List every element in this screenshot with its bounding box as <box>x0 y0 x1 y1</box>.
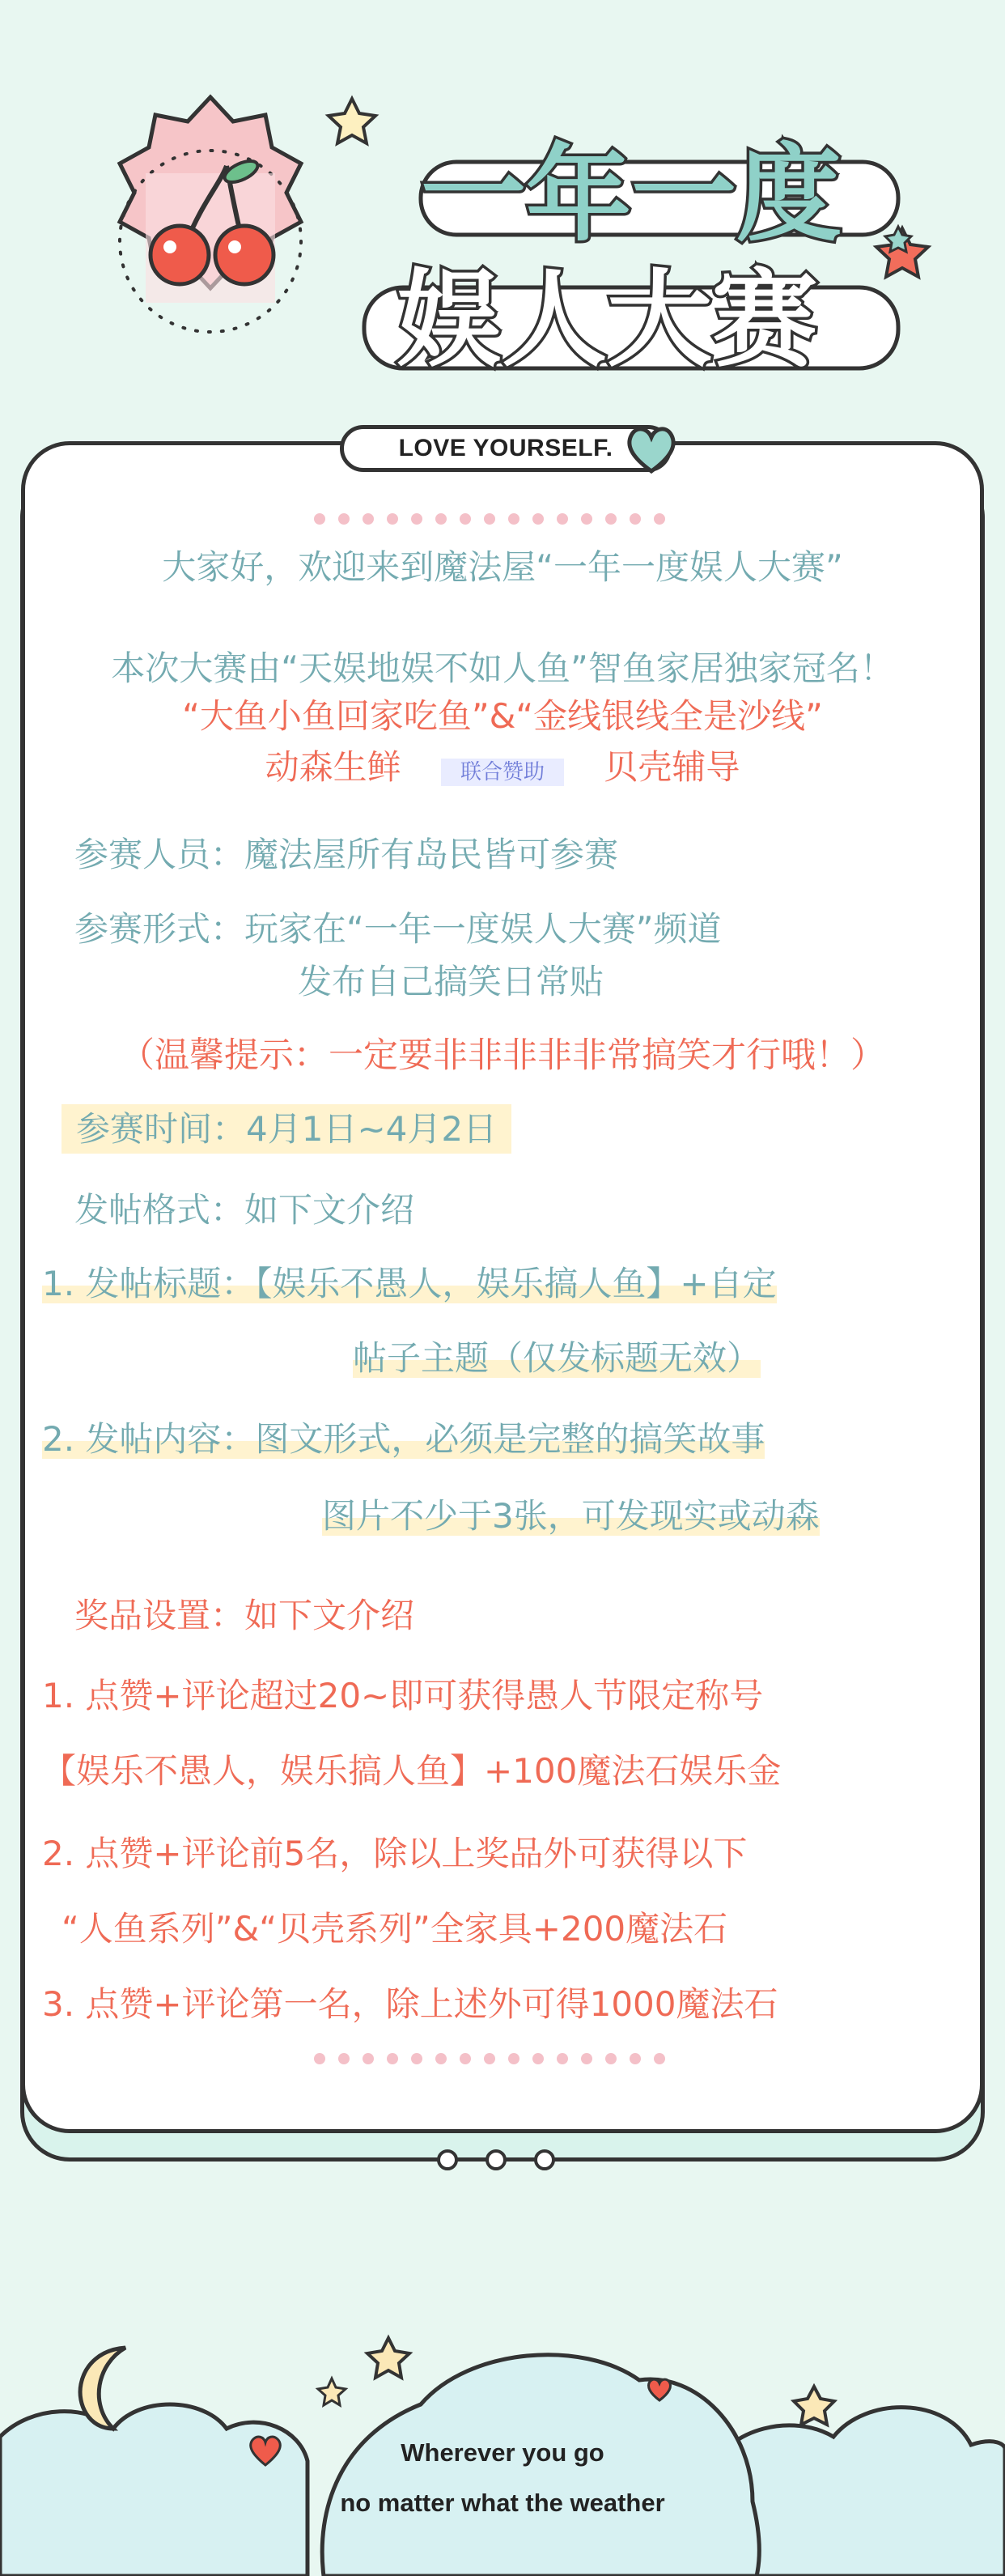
prize-3: 3. 点赞+评论第一名，除上述外可得1000魔法石 <box>42 1984 778 2024</box>
tip-text: （温馨提示：一定要非非非非非常搞笑才行哦！） <box>120 1035 885 1076</box>
page-dot <box>486 2149 507 2170</box>
star-icon <box>318 2378 346 2405</box>
dot-divider-top <box>314 513 665 525</box>
sponsor-line-1: 本次大赛由“天娱地娱不如人鱼”智鱼家居独家冠名！ <box>111 648 894 688</box>
prize-1-line-2: 【娱乐不愚人，娱乐搞人鱼】+100魔法石娱乐金 <box>42 1751 782 1791</box>
footer-line-2: no matter what the weather <box>340 2489 665 2517</box>
sponsor-left: 动森生鲜 <box>265 747 401 787</box>
star-icon <box>367 2338 409 2378</box>
page-dot <box>534 2149 555 2170</box>
time-row <box>61 1103 511 1151</box>
header-art <box>0 0 1005 421</box>
prize-1-line-1: 1. 点赞+评论超过20~即可获得愚人节限定称号 <box>42 1676 764 1715</box>
prize-2-line-2: “人鱼系列”&“贝壳系列”全家具+200魔法石 <box>61 1909 728 1949</box>
post-format-heading: 发帖格式：如下文介绍 <box>74 1190 415 1230</box>
dot-divider-bottom <box>314 2053 665 2064</box>
post-content-line-1: 2. 发帖内容：图文形式，必须是完整的搞笑故事 <box>42 1419 765 1459</box>
page-indicator <box>437 2149 555 2170</box>
post-title-line-2: 帖子主题（仅发标题无效） <box>353 1338 761 1378</box>
post-title-line-2-row <box>353 1332 761 1380</box>
footer-line-1: Wherever you go <box>401 2438 604 2467</box>
post-content-line-2: 图片不少于3张，可发现实或动森 <box>322 1496 820 1536</box>
title-line1: 一年一度 <box>420 133 842 256</box>
star-icon <box>329 99 375 143</box>
sponsor-line-3 <box>0 741 1005 789</box>
heart-icon <box>623 421 680 478</box>
format-line-2: 发布自己搞笑日常贴 <box>298 962 604 1001</box>
cherry-badge <box>120 97 301 332</box>
badge-text: LOVE YOURSELF. <box>398 435 613 461</box>
greeting-text: 大家好，欢迎来到魔法屋“一年一度娱人大赛” <box>162 547 843 587</box>
sponsor-line-2: “大鱼小鱼回家吃鱼”&“金线银线全是沙线” <box>182 696 823 736</box>
post-content-line-1-row <box>42 1413 765 1461</box>
post-content-line-2-row <box>322 1490 820 1538</box>
prize-2-line-1: 2. 点赞+评论前5名，除以上奖品外可获得以下 <box>42 1834 748 1873</box>
participants-text: 参赛人员：魔法屋所有岛民皆可参赛 <box>74 835 619 874</box>
moon-icon <box>80 2348 125 2429</box>
sponsor-right: 贝壳辅导 <box>604 747 740 787</box>
sponsor-mid-badge: 联合赞助 <box>441 759 564 786</box>
page-dot <box>437 2149 458 2170</box>
format-line-1: 参赛形式：玩家在“一年一度娱人大赛”频道 <box>74 909 722 949</box>
title-line2: 娱人大赛 <box>396 258 818 381</box>
love-yourself-badge <box>340 425 672 472</box>
prizes-heading: 奖品设置：如下文介绍 <box>74 1596 415 1635</box>
time-text: 参赛时间：4月1日~4月2日 <box>61 1104 511 1154</box>
post-title-line-1: 1. 发帖标题：【娱乐不愚人，娱乐搞人鱼】+自定 <box>42 1264 777 1303</box>
post-title-line-1-row <box>42 1257 777 1306</box>
star-icon <box>794 2387 834 2425</box>
